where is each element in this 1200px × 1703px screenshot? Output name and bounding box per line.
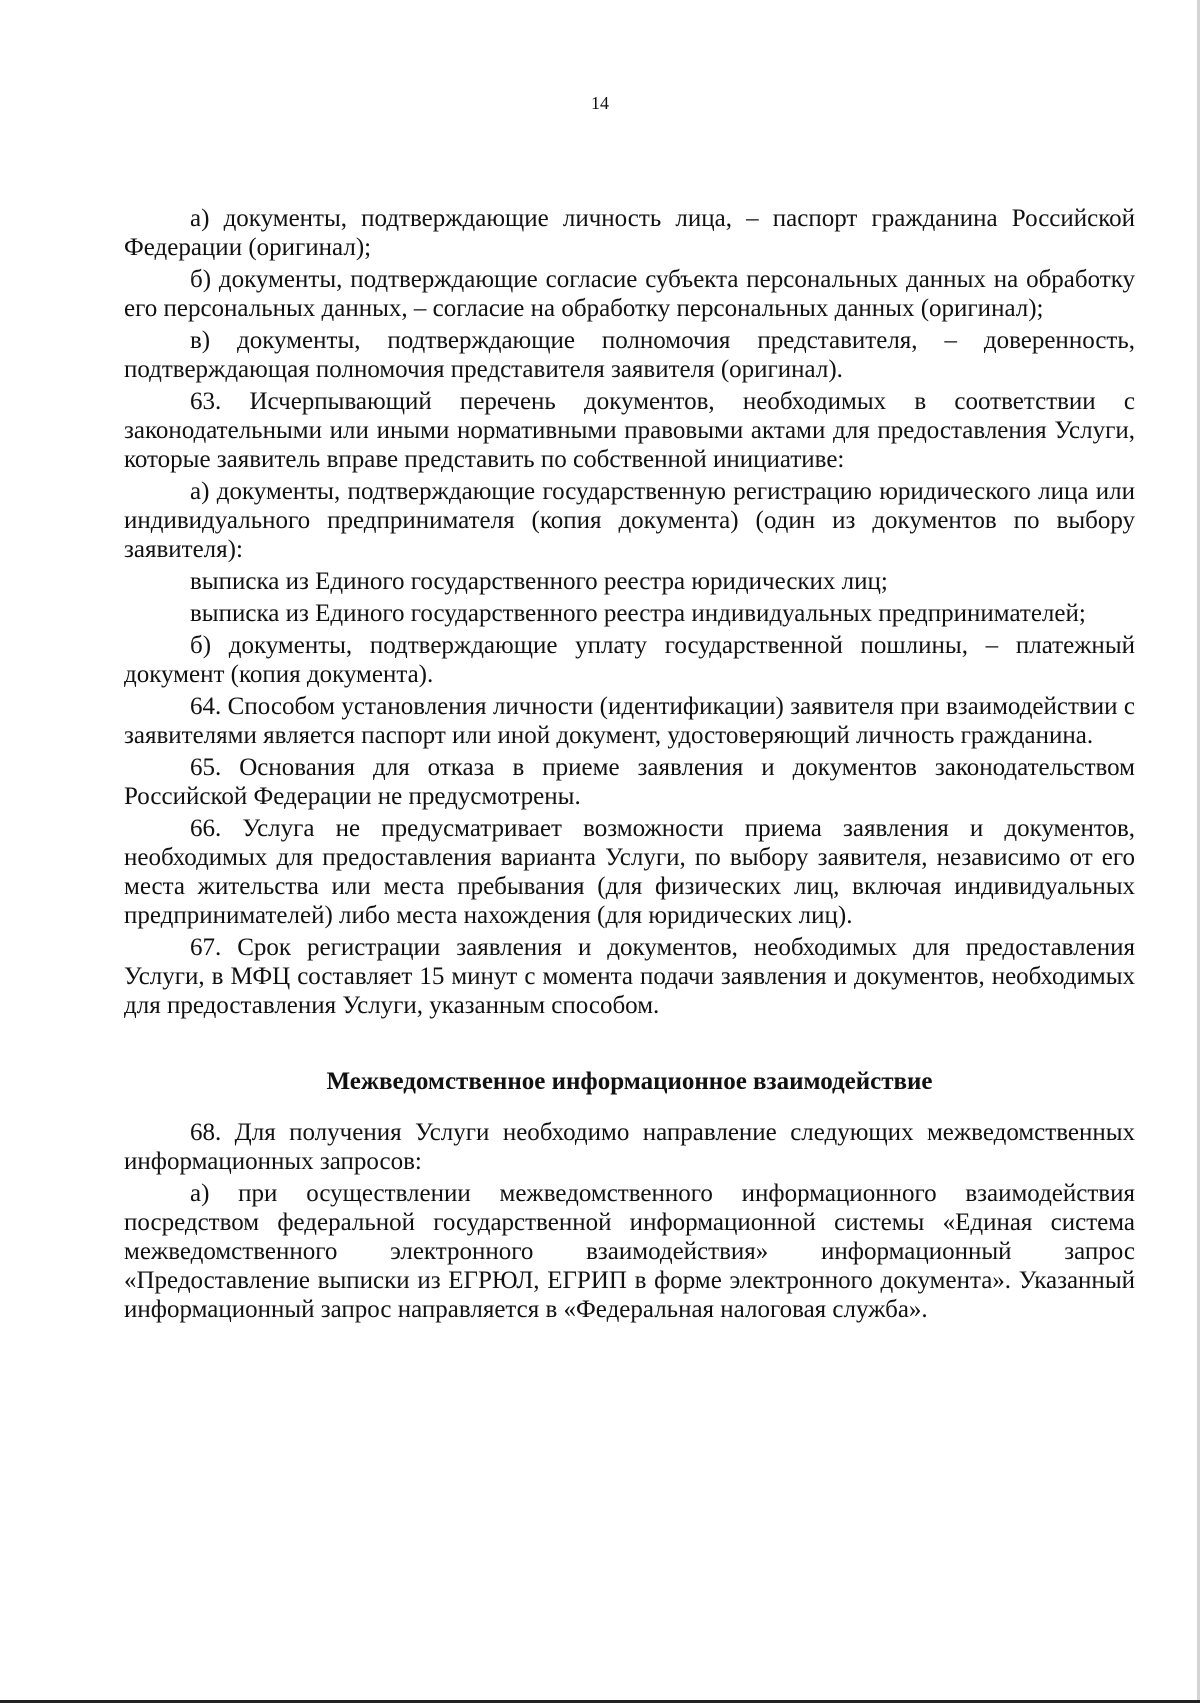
paragraph-item-b-consent-documents: б) документы, подтверждающие согласие субъекта персональных данных на обработку его персональных данных, – согласие на обработку персональных данных (оригинал); — [124, 266, 1135, 322]
paragraph-66-extraterritorial: 66. Услуга не предусматривает возможности приема заявления и документов, необходимых для предоставления варианта Услуги, по выбору заявителя, независимо от его места жительства или места пребывания (для физических лиц, включая индивидуальных предпринимателей) либо места нахождения (для юридических лиц). — [124, 815, 1135, 929]
paragraph-64-identification: 64. Способом установления личности (идентификации) заявителя при взаимодействии с заявителями является паспорт или иной документ, удостоверяющий личность гражданина. — [124, 693, 1135, 749]
section-heading: Межведомственное информационное взаимодействие — [326, 1068, 933, 1095]
document-body — [124, 204, 1135, 1327]
paragraph-egrul-extract: выписка из Единого государственного реестра юридических лиц; — [190, 568, 888, 595]
paragraph-item-v-representative-documents: в) документы, подтверждающие полномочия представителя, – доверенность, подтверждающая полномочия представителя заявителя (оригинал). — [124, 327, 1135, 383]
paragraph-item-a-identity-documents: а) документы, подтверждающие личность лица, – паспорт гражданина Российской Федерации (оригинал); — [124, 205, 1135, 261]
paragraph-68-interagency-requests: 68. Для получения Услуги необходимо направление следующих межведомственных информационных запросов: — [124, 1119, 1135, 1175]
paragraph-item-b-fee-payment: б) документы, подтверждающие уплату государственной пошлины, – платежный документ (копия документа). — [124, 632, 1135, 688]
paragraph-egrip-extract: выписка из Единого государственного реестра индивидуальных предпринимателей; — [190, 600, 1086, 627]
page-number: 14 — [591, 93, 609, 113]
paragraph-65-refusal-grounds: 65. Основания для отказа в приеме заявления и документов законодательством Российской Федерации не предусмотрены. — [124, 754, 1135, 810]
paragraph-item-a-registration-documents: а) документы, подтверждающие государственную регистрацию юридического лица или индивидуального предпринимателя (копия документа) (один из документов по выбору заявителя): — [124, 478, 1135, 563]
paragraph-67-registration-term: 67. Срок регистрации заявления и документов, необходимых для предоставления Услуги, в МФЦ составляет 15 минут с момента подачи заявления и документов, необходимых для предоставления Услуги, указанным способом. — [124, 934, 1135, 1019]
paragraph-item-a-smev-request: а) при осуществлении межведомственного информационного взаимодействия посредством федеральной государственной информационной системы «Единая система межведомственного электронного взаимодействия» информационный запрос «Предоставление выписки из ЕГРЮЛ, ЕГРИП в форме электронного документа». Указанный информационный запрос направляется в «Федеральная налоговая служба». — [124, 1180, 1135, 1323]
paragraph-63-optional-documents: 63. Исчерпывающий перечень документов, необходимых в соответствии с законодательными или иными нормативными правовыми актами для предоставления Услуги, которые заявитель вправе представить по собственной инициативе: — [124, 388, 1135, 473]
